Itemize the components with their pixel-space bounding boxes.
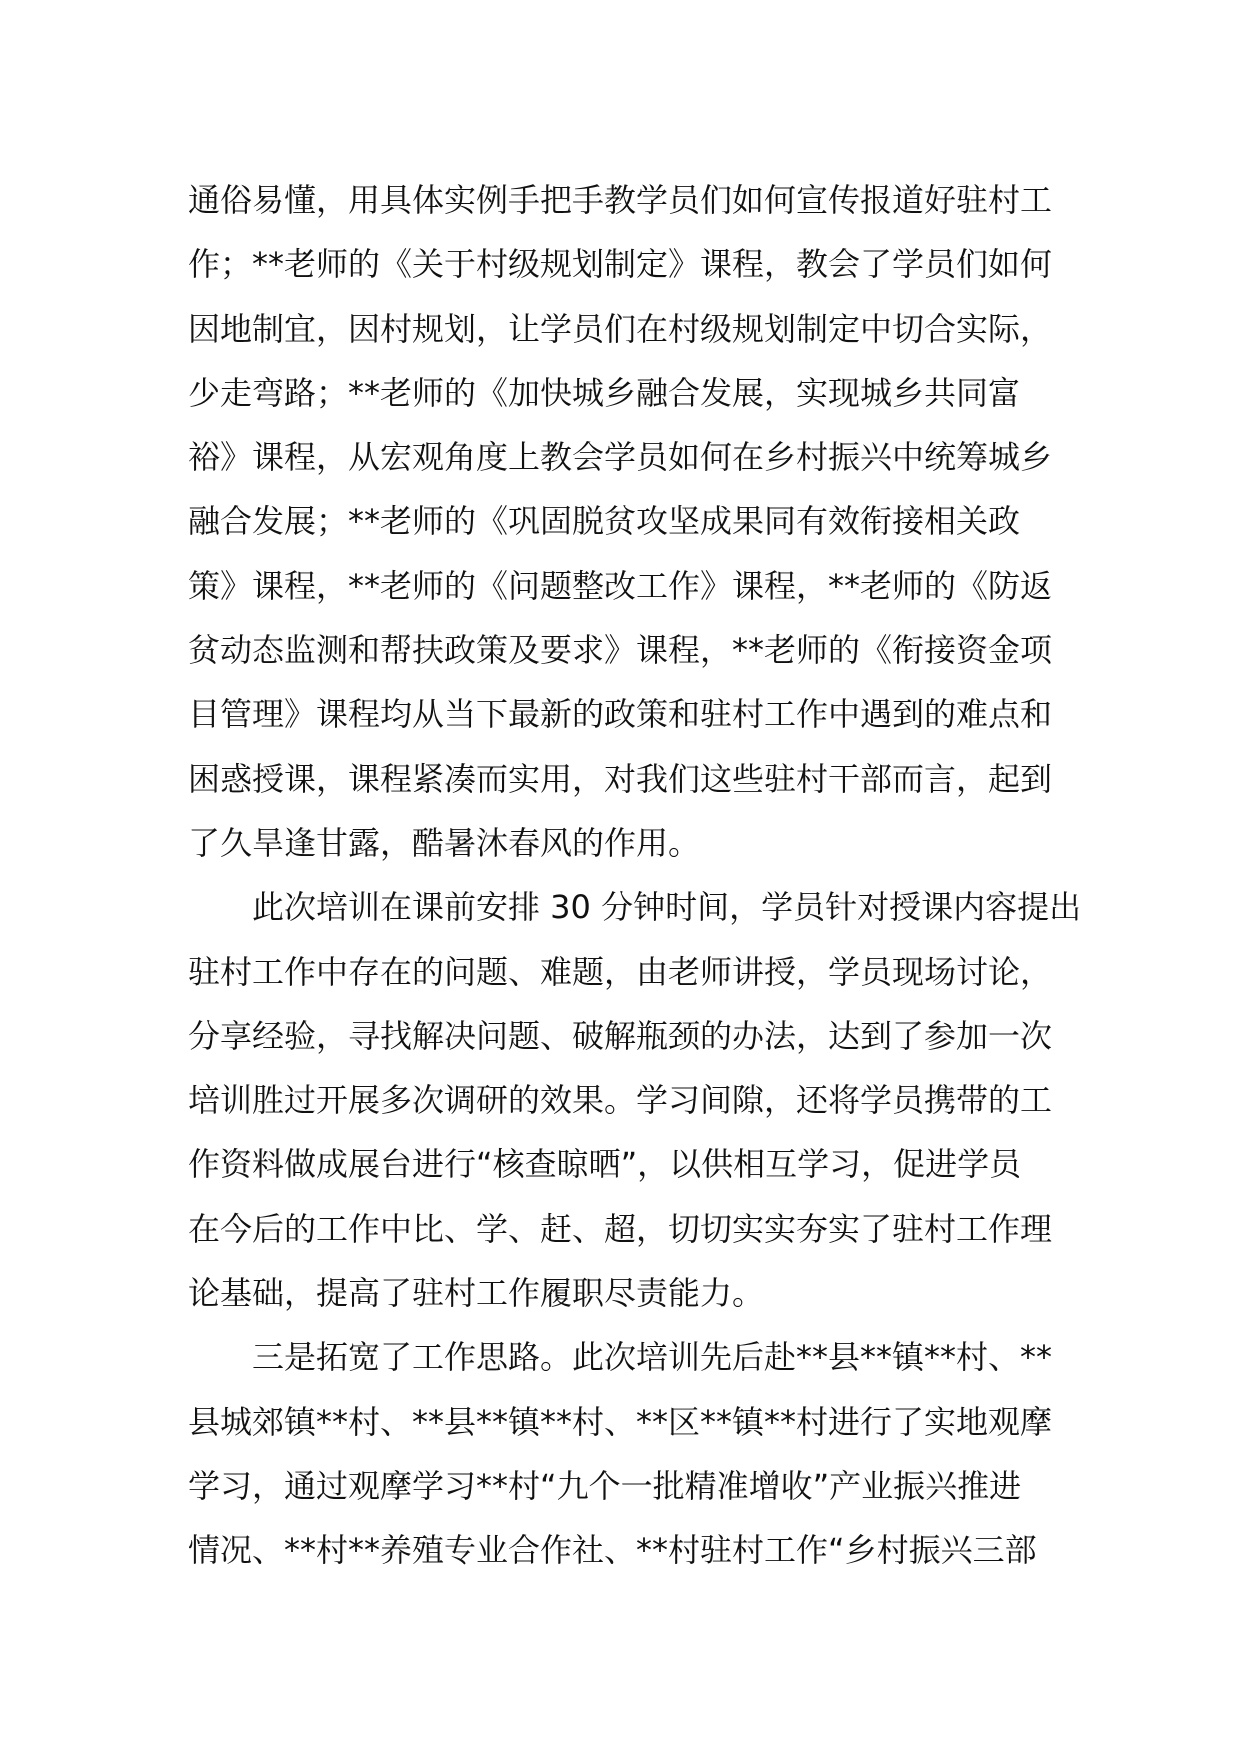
- text-line: 融合发展；**老师的《巩固脱贫攻坚成果同有效衔接相关政: [188, 502, 1021, 541]
- text-line: 裕》课程，从宏观角度上教会学员如何在乡村振兴中统筹城乡: [188, 438, 1053, 477]
- text-line: 了久旱逢甘露，酷暑沐春风的作用。: [188, 823, 701, 862]
- text-line: 困惑授课，课程紧凑而实用，对我们这些驻村干部而言，起到: [188, 759, 1053, 798]
- paragraph-course-review: [188, 168, 1058, 875]
- text-line: 驻村工作中存在的问题、难题，由老师讲授，学员现场讨论，: [188, 952, 1053, 991]
- text-line: 县城郊镇**村、**县**镇**村、**区**镇**村进行了实地观摩: [188, 1402, 1053, 1441]
- text-line: 目管理》课程均从当下最新的政策和驻村工作中遇到的难点和: [188, 695, 1053, 734]
- paragraph-pre-class-discussion: [188, 875, 1082, 1325]
- text-line: 情况、**村**养殖专业合作社、**村驻村工作“乡村振兴三部: [188, 1531, 1037, 1570]
- paragraph-broaden-thinking: [188, 1325, 1058, 1582]
- text-line: 论基础，提高了驻村工作履职尽责能力。: [188, 1274, 765, 1313]
- text-line: 因地制宜，因村规划，让学员们在村级规划制定中切合实际，: [188, 309, 1053, 348]
- text-line: 培训胜过开展多次调研的效果。学习间隙，还将学员携带的工: [188, 1081, 1053, 1120]
- text-line: 学习，通过观摩学习**村“九个一批精准增收”产业振兴推进: [188, 1466, 1022, 1505]
- text-line: 作资料做成展台进行“核查晾晒”，以供相互学习，促进学员: [188, 1145, 1022, 1184]
- text-line: 贫动态监测和帮扶政策及要求》课程，**老师的《衔接资金项: [188, 631, 1053, 670]
- text-line: 在今后的工作中比、学、赶、超，切切实实夯实了驻村工作理: [188, 1209, 1053, 1248]
- text-line-indented: 三是拓宽了工作思路。此次培训先后赴**县**镇**村、**: [252, 1338, 1053, 1377]
- text-line: 少走弯路；**老师的《加快城乡融合发展，实现城乡共同富: [188, 373, 1021, 412]
- text-line: 通俗易懂，用具体实例手把手教学员们如何宣传报道好驻村工: [188, 181, 1053, 219]
- text-line-indented: 此次培训在课前安排 30 分钟时间，学员针对授课内容提出: [252, 888, 1082, 927]
- text-line: 策》课程，**老师的《问题整改工作》课程，**老师的《防返: [188, 566, 1053, 605]
- text-line: 作；**老师的《关于村级规划制定》课程，教会了学员们如何: [188, 245, 1053, 284]
- document-body: [188, 168, 1082, 1583]
- text-line: 分享经验，寻找解决问题、破解瓶颈的办法，达到了参加一次: [188, 1016, 1053, 1055]
